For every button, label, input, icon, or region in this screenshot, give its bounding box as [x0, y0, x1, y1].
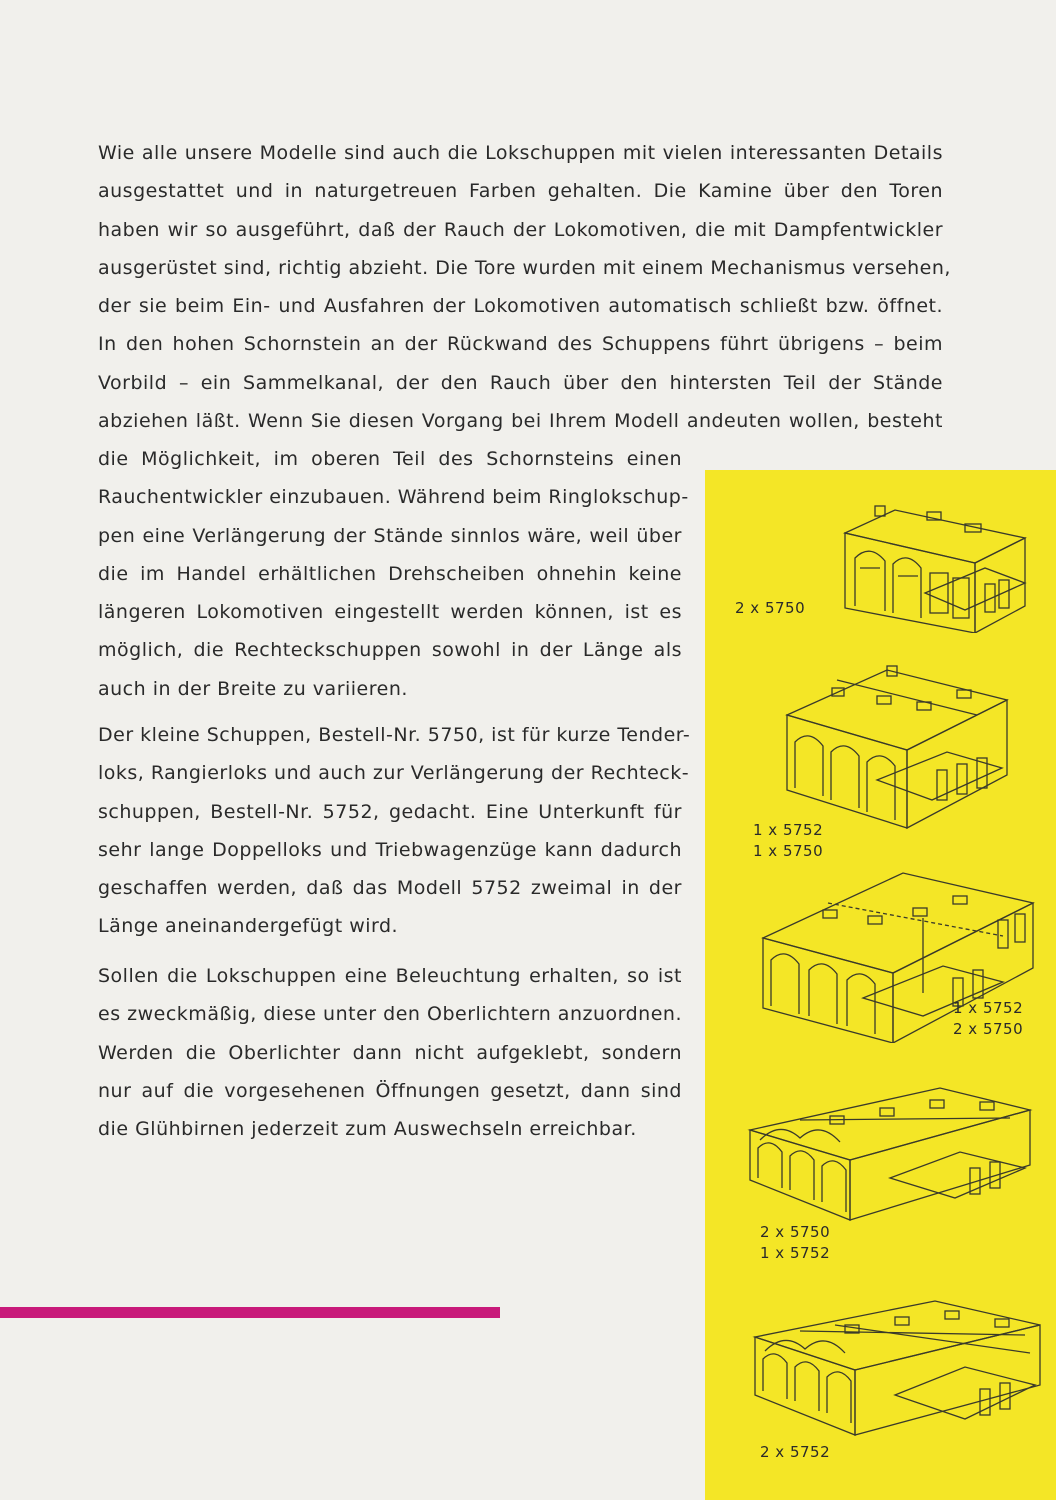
text-line: auch in der Breite zu variieren. [98, 677, 408, 700]
variant-caption [735, 598, 805, 619]
text-line: die im Handel erhältlichen Drehscheiben ohnehin keine [98, 562, 682, 585]
caption-line: 2 x 5750 [735, 599, 806, 617]
accent-bar [0, 1307, 500, 1318]
shed-variants-panel [705, 470, 1056, 1500]
text-line: Sollen die Lokschuppen eine Beleuchtung erhalten, so ist [98, 965, 682, 987]
text-line: Rauchentwickler einzubauen. Während beim Ringlokschup- [98, 486, 689, 509]
text-line: loks, Rangierloks und auch zur Verlängerung der Rechteck- [98, 762, 690, 785]
paragraph-lighting [98, 957, 682, 1148]
text-line: längeren Lokomotiven eingestellt werden können, ist es [98, 601, 682, 624]
shed-illustration [745, 1295, 1045, 1455]
text-line: In den hohen Schornstein an der Rückwand des Schuppens führt übrigens – beim [98, 333, 943, 356]
text-line: haben wir so ausgeführt, daß der Rauch der Lokomotiven, die mit Dampfentwickler [98, 218, 943, 241]
text-line: Länge aneinandergefügt wird. [98, 915, 399, 938]
text-line: Vorbild – ein Sammelkanal, der den Rauch über den hintersten Teil der Stände [98, 371, 943, 394]
text-line: Wie alle unsere Modelle sind auch die Lokschuppen mit vielen interessanten Details [98, 142, 943, 164]
text-line: der sie beim Ein- und Ausfahren der Lokomotiven automatisch schließt bzw. öffnet. [98, 295, 943, 318]
text-line: Der kleine Schuppen, Bestell-Nr. 5750, ist für kurze Tender- [98, 724, 691, 746]
variant-caption [953, 998, 1023, 1040]
text-line: schuppen, Bestell-Nr. 5752, gedacht. Eine Unterkunft für [98, 800, 682, 823]
shed-illustration [835, 498, 1035, 633]
text-line: abziehen läßt. Wenn Sie diesen Vorgang bei Ihrem Modell andeuten wollen, besteht [98, 410, 943, 433]
text-line: ausgerüstet sind, richtig abzieht. Die Tore wurden mit einem Mechanismus versehen, [98, 256, 951, 279]
caption-line: 1 x 5750 [753, 842, 824, 860]
caption-line: 1 x 5752 [760, 1244, 831, 1262]
text-line: möglich, die Rechteckschuppen sowohl in der Länge als [98, 639, 682, 662]
text-line: es zweckmäßig, diese unter den Oberlichtern anzuordnen. [98, 1003, 682, 1026]
text-line: die Glühbirnen jederzeit zum Auswechseln erreichbar. [98, 1118, 637, 1141]
variant-caption [753, 820, 823, 862]
text-line: Werden die Oberlichter dann nicht aufgeklebt, sondern [98, 1041, 682, 1064]
text-line: ausgestattet und in naturgetreuen Farben gehalten. Die Kamine über den Toren [98, 180, 943, 203]
paragraph-small-shed [98, 716, 691, 946]
shed-illustration [740, 1080, 1040, 1230]
caption-line: 1 x 5752 [753, 821, 824, 839]
shed-illustration [777, 660, 1017, 830]
text-line: sehr lange Doppelloks und Triebwagenzüge kann dadurch [98, 838, 682, 861]
caption-line: 1 x 5752 [953, 999, 1024, 1017]
caption-line: 2 x 5752 [760, 1443, 831, 1461]
paragraph-intro [98, 134, 951, 440]
variant-caption [760, 1222, 830, 1264]
variant-caption [760, 1442, 830, 1463]
text-line: geschaffen werden, daß das Modell 5752 zweimal in der [98, 877, 682, 900]
caption-line: 2 x 5750 [953, 1020, 1024, 1038]
paragraph-intro-continued [98, 440, 689, 708]
text-line: die Möglichkeit, im oberen Teil des Schornsteins einen [98, 448, 682, 470]
text-line: nur auf die vorgesehenen Öffnungen gesetzt, dann sind [98, 1079, 682, 1102]
text-line: pen eine Verlängerung der Stände sinnlos wäre, weil über [98, 524, 682, 547]
caption-line: 2 x 5750 [760, 1223, 831, 1241]
